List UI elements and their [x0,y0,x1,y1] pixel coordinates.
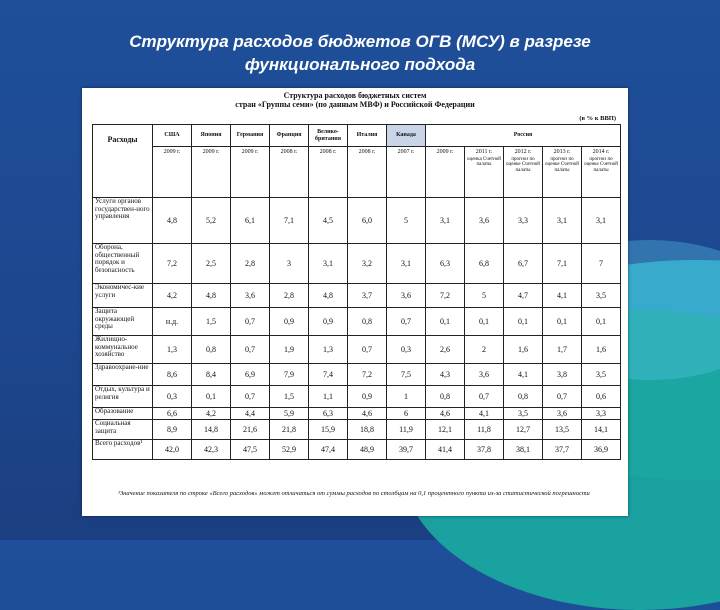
table-cell: 0,8 [348,308,387,336]
table-cell: 0,6 [582,386,621,408]
table-cell: 3,6 [465,364,504,386]
table-cell: 39,7 [387,440,426,460]
document-title-line-1: Структура расходов бюджетных систем [283,91,427,100]
country-header: Франция [270,125,309,147]
row-label: Экономичес-кие услуги [93,284,153,308]
table-cell: 0,8 [504,386,543,408]
table-cell: 3,1 [387,244,426,284]
table-cell: 3 [270,244,309,284]
table-cell: 6,3 [309,408,348,420]
table-cell: 13,5 [543,420,582,440]
table-cell: 0,7 [543,386,582,408]
table-cell: 2,8 [231,244,270,284]
table-cell: 0,9 [309,308,348,336]
table-cell: 4,1 [465,408,504,420]
table-cell: 4,1 [543,284,582,308]
table-cell: 4,6 [426,408,465,420]
table-cell: 21,6 [231,420,270,440]
table-cell: 6,9 [231,364,270,386]
table-cell: 6,1 [231,198,270,244]
year-header [309,147,348,198]
row-label: Всего расходов¹ [93,440,153,460]
table-row [93,408,621,420]
table-cell: 2,8 [270,284,309,308]
table-cell: 47,5 [231,440,270,460]
year-header-row [93,147,621,198]
table-cell: 1,5 [270,386,309,408]
table-cell: 0,8 [192,336,231,364]
table-cell: 37,8 [465,440,504,460]
row-label: Жилищно-коммунальное хозяйство [93,336,153,364]
slide-title-line-1: Структура расходов бюджетов ОГВ (МСУ) в разрезе [129,32,591,51]
document-title-line-2: стран «Группы семи» (по данным МВФ) и Российской Федерации [235,100,475,109]
year-label: 2008 г. [319,149,337,155]
table-cell: 3,6 [543,408,582,420]
year-note: прогноз по оценке Счетной палаты [506,156,540,173]
unit-label: (в % к ВВП) [579,115,616,122]
table-cell: 42,0 [153,440,192,460]
table-body [93,198,621,460]
year-label: 2009 г. [436,149,454,155]
year-note: прогноз по оценке Счетной палаты [584,156,618,173]
table-cell: 5,2 [192,198,231,244]
year-note: прогноз по оценке Счетной палаты [545,156,579,173]
table-cell: 0,7 [348,336,387,364]
table-cell: 4,2 [153,284,192,308]
table-cell: 8,6 [153,364,192,386]
table-cell: 3,6 [465,198,504,244]
table-cell: 3,1 [582,198,621,244]
table-cell: 5 [465,284,504,308]
table-cell: 1,7 [543,336,582,364]
table-row [93,420,621,440]
table-cell: 3,1 [543,198,582,244]
table-cell: 5,9 [270,408,309,420]
table-cell: 0,8 [426,386,465,408]
row-label: Отдых, культура и религия [93,386,153,408]
table-cell: 0,1 [582,308,621,336]
table-cell: 2 [465,336,504,364]
table-cell: 7 [582,244,621,284]
table-cell: 6,7 [504,244,543,284]
country-header: Велико-британия [309,125,348,147]
table-cell: 3,2 [348,244,387,284]
row-label: Социальная защита [93,420,153,440]
table-cell: 4,8 [153,198,192,244]
year-header [543,147,582,198]
year-note: оценка Счетной палаты [467,156,501,167]
table-cell: 14,8 [192,420,231,440]
year-label: 2009 г. [163,149,181,155]
table-cell: 0,3 [387,336,426,364]
table-cell: 3,3 [504,198,543,244]
table-cell: 11,9 [387,420,426,440]
table-cell: 48,9 [348,440,387,460]
expenditure-table [92,124,621,460]
table-row [93,308,621,336]
table-cell: 15,9 [309,420,348,440]
table-cell: 4,4 [231,408,270,420]
table-row [93,364,621,386]
table-cell: 0,1 [504,308,543,336]
year-header [387,147,426,198]
table-cell: 7,1 [543,244,582,284]
table-cell: 0,9 [348,386,387,408]
year-header [231,147,270,198]
table-cell: 6,8 [465,244,504,284]
table-cell: 1,5 [192,308,231,336]
country-header: Канада [387,125,426,147]
table-cell: 1,6 [582,336,621,364]
table-cell: 3,6 [231,284,270,308]
table-cell: 4,3 [426,364,465,386]
table-cell: 0,7 [465,386,504,408]
year-label: 2008 г. [280,149,298,155]
table-cell: 0,3 [153,386,192,408]
year-label: 2014 г. [592,149,610,155]
table-cell: 1 [387,386,426,408]
table-cell: 4,8 [192,284,231,308]
table-cell: 7,5 [387,364,426,386]
table-cell: 0,1 [426,308,465,336]
country-header: Германия [231,125,270,147]
table-row [93,244,621,284]
slide-title-line-2: функционального подхода [244,55,476,74]
table-cell: 4,5 [309,198,348,244]
budget-document-image [82,88,628,516]
country-header: США [153,125,192,147]
country-header: Россия [426,125,621,147]
table-cell: 0,7 [231,336,270,364]
year-header [504,147,543,198]
table-cell: 2,5 [192,244,231,284]
table-cell: 4,6 [348,408,387,420]
table-cell: 3,3 [582,408,621,420]
table-row [93,386,621,408]
table-cell: 21,8 [270,420,309,440]
table-cell: 3,5 [582,284,621,308]
table-row [93,284,621,308]
year-header [465,147,504,198]
year-label: 2011 г. [475,149,493,155]
slide-title [40,30,680,76]
row-label: Услуги органов государствен-ного управления [93,198,153,244]
country-header: Япония [192,125,231,147]
table-cell: 4,2 [192,408,231,420]
table-cell: 2,6 [426,336,465,364]
row-label: Здравоохране-ние [93,364,153,386]
country-header: Италия [348,125,387,147]
table-cell: 0,9 [270,308,309,336]
year-header [582,147,621,198]
table-cell: 12,7 [504,420,543,440]
year-header [426,147,465,198]
table-cell: 47,4 [309,440,348,460]
footnote: ¹Значение показателя по строке «Всего расходов» может отличаться от суммы расходов по столбцам на 0,1 процентного пункта из-за статистической погрешности [118,490,590,497]
table-cell: 0,1 [465,308,504,336]
table-cell: 7,2 [153,244,192,284]
year-header [348,147,387,198]
table-cell: 42,3 [192,440,231,460]
row-label: Образование [93,408,153,420]
table-cell: 7,4 [309,364,348,386]
table-cell: 1,3 [309,336,348,364]
table-cell: 14,1 [582,420,621,440]
year-header [192,147,231,198]
table-cell: 0,7 [387,308,426,336]
year-label: 2009 г. [202,149,220,155]
table-cell: 41,4 [426,440,465,460]
table-row [93,198,621,244]
table-cell: 4,7 [504,284,543,308]
year-label: 2009 г. [241,149,259,155]
table-cell: 6,6 [153,408,192,420]
row-header: Расходы [93,125,153,198]
table-cell: 52,9 [270,440,309,460]
table-cell: 3,5 [504,408,543,420]
country-header-row [93,125,621,147]
table-cell: 3,1 [426,198,465,244]
table-cell: 7,1 [270,198,309,244]
table-cell: 6,0 [348,198,387,244]
table-cell: 0,1 [543,308,582,336]
table-cell: 8,4 [192,364,231,386]
table-cell: 36,9 [582,440,621,460]
year-label: 2008 г. [358,149,376,155]
table-cell: 38,1 [504,440,543,460]
table-cell: 11,8 [465,420,504,440]
row-label: Защита окружающей среды [93,308,153,336]
table-cell: 8,9 [153,420,192,440]
table-cell: н.д. [153,308,192,336]
year-label: 2012 г. [514,149,532,155]
table-cell: 7,2 [348,364,387,386]
table-cell: 3,7 [348,284,387,308]
table-cell: 1,9 [270,336,309,364]
table-cell: 3,1 [309,244,348,284]
table-cell: 4,8 [309,284,348,308]
table-cell: 1,1 [309,386,348,408]
table-cell: 18,8 [348,420,387,440]
table-cell: 7,9 [270,364,309,386]
table-cell: 1,3 [153,336,192,364]
table-cell: 0,7 [231,386,270,408]
table-cell: 0,7 [231,308,270,336]
table-cell: 5 [387,198,426,244]
year-header [270,147,309,198]
table-cell: 4,1 [504,364,543,386]
table-cell: 3,8 [543,364,582,386]
table-row [93,336,621,364]
year-header [153,147,192,198]
table-cell: 7,2 [426,284,465,308]
table-cell: 1,6 [504,336,543,364]
table-cell: 6 [387,408,426,420]
table-cell: 37,7 [543,440,582,460]
row-label: Оборона, общественный порядок и безопасность [93,244,153,284]
table-cell: 12,1 [426,420,465,440]
table-cell: 3,5 [582,364,621,386]
year-label: 2007 г. [397,149,415,155]
table-row [93,440,621,460]
document-title [82,91,628,109]
table-cell: 6,3 [426,244,465,284]
table-cell: 3,6 [387,284,426,308]
year-label: 2013 г. [553,149,571,155]
table-cell: 0,1 [192,386,231,408]
